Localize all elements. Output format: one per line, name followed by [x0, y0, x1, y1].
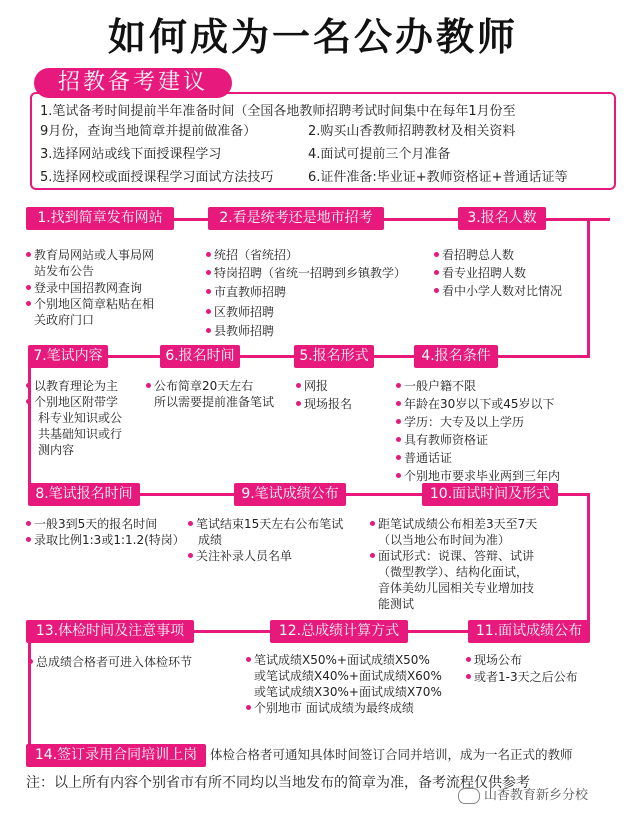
- brand-logo: [458, 782, 616, 810]
- advice-item: 2.购买山香教师招聘教材及相关资料: [308, 124, 516, 139]
- step-2-item: 区教师招聘: [206, 304, 274, 320]
- advice-item: 6.证件准备:毕业证+教师资格证+普通话证等: [308, 170, 568, 185]
- step-11-item: 现场公布: [466, 652, 522, 668]
- flow-line: [587, 218, 590, 356]
- wechat-icon: [458, 788, 480, 804]
- page-title: 如何成为一名公办教师: [107, 15, 518, 59]
- logo-text: 山香教育新乡分校: [484, 788, 589, 803]
- footer-note: 注：以上所有内容个别省市有所不同均以当地发布的简章为准，备考流程仅供参考: [26, 775, 530, 791]
- step-1-item: 登录中国招教网查询: [26, 280, 142, 296]
- step-14: 14.签订录用合同培训上岗: [26, 744, 206, 767]
- step-10-item: （以当地公布时间为准）: [378, 533, 511, 547]
- step-4-item: 普通话证: [396, 450, 452, 466]
- step-10-item: 距笔试成绩公布相差3天至7天: [370, 516, 537, 532]
- step-10-item: 面试形式：说课、答辩、试讲: [370, 548, 534, 564]
- advice-item: 5.选择网校或面授课程学习面试方法技巧: [40, 170, 274, 185]
- step-8-item: 一般3到5天的报名时间: [26, 516, 157, 532]
- step-4-item: 一般户籍不限: [396, 378, 476, 394]
- step-7: 7.笔试内容: [28, 345, 108, 368]
- step-4-item: 年龄在30岁以下或45岁以下: [396, 396, 555, 412]
- step-7-item: 共基础知识或行: [38, 427, 123, 441]
- step-3-item: 看专业招聘人数: [434, 265, 526, 281]
- step-12: 12.总成绩计算方式: [270, 620, 408, 643]
- step-1-item: 教育局网站或人事局网: [26, 247, 154, 263]
- step-2-item: 统招（省统招）: [206, 247, 298, 263]
- flow-line: [28, 630, 31, 754]
- step-7-item: 测内容: [38, 443, 75, 457]
- advice-item: 9月份，查询当地简章并提前做准备）: [40, 124, 257, 139]
- step-3-item: 看中小学人数对比情况: [434, 283, 562, 299]
- step-10-item: （微型教学）、结构化面试，: [378, 565, 529, 579]
- step-6: 6.报名时间: [160, 345, 240, 368]
- step-10-item: 音体美幼儿园相关专业增加技: [378, 581, 535, 595]
- step-11: 11.面试成绩公布: [468, 620, 590, 643]
- step-9-item: 笔试结束15天左右公布笔试: [188, 516, 343, 532]
- step-4-item: 学历：大专及以上学历: [396, 414, 524, 430]
- flow-line: [587, 493, 590, 631]
- step-4: 4.报名条件: [414, 345, 498, 368]
- advice-item: 1.笔试备考时间提前半年准备时间（全国各地教师招聘考试时间集中在每年1月份至: [40, 104, 516, 119]
- step-2-item: 县教师招聘: [206, 323, 274, 339]
- step-5-item: 现场报名: [296, 396, 352, 412]
- step-3-item: 看招聘总人数: [434, 247, 514, 263]
- step-4-item: 个别地市要求毕业两到三年内: [396, 468, 560, 484]
- step-10-item: 能测试: [378, 597, 415, 611]
- advice-item: 4.面试可提前三个月准备: [308, 147, 451, 162]
- step-9-item: 成绩: [198, 533, 223, 547]
- step-4-item: 具有教师资格证: [396, 432, 488, 448]
- step-12-item: 或笔试成绩X30%+面试成绩X70%: [254, 685, 442, 699]
- advice-item: 3.选择网站或线下面授课程学习: [40, 147, 222, 162]
- step-3: 3.报名人数: [458, 207, 546, 230]
- step-6-item: 所以需要提前准备笔试: [154, 395, 275, 409]
- step-13: 13.体检时间及注意事项: [26, 620, 194, 643]
- step-5-item: 网报: [296, 378, 328, 394]
- step-6-item: 公布简章20天左右: [146, 378, 253, 394]
- step-12-item: 或笔试成绩X40%+面试成绩X60%: [254, 669, 442, 683]
- step-8: 8.笔试报名时间: [28, 483, 140, 506]
- step-13-item: 总成绩合格者可进入体检环节: [28, 654, 192, 670]
- step-9-item: 关注补录人员名单: [188, 548, 292, 564]
- step-1-item: 个别地区简章粘贴在相: [26, 296, 154, 312]
- step-7-item: 科专业知识或公: [38, 411, 123, 425]
- step-12-item: 个别地市 面试成绩为最终成绩: [246, 700, 414, 716]
- step-11-item: 或者1-3天之后公布: [466, 669, 578, 685]
- step-1-item: 站发布公告: [34, 264, 95, 278]
- advice-heading: 招教备考建议: [34, 68, 232, 98]
- step-2: 2.看是统考还是地市招考: [208, 207, 384, 230]
- step-2-item: 市直教师招聘: [206, 284, 286, 300]
- step-8-item: 录取比例1:3或1:1.2(特岗）: [26, 532, 185, 548]
- step-14-text: 体检合格者可通知具体时间签订合同并培训，成为一名正式的教师: [210, 747, 573, 762]
- step-7-item: 个别地区附带学: [26, 394, 118, 410]
- step-5: 5.报名形式: [294, 345, 374, 368]
- step-7-item: 以教育理论为主: [26, 378, 118, 394]
- step-9: 9.笔试成绩公布: [234, 483, 346, 506]
- step-12-item: 笔试成绩X50%+面试成绩X50%: [246, 652, 430, 668]
- step-1: 1.找到简章发布网站: [26, 207, 174, 230]
- step-10: 10.面试时间及形式: [422, 483, 558, 506]
- step-1-item: 关政府门口: [34, 313, 95, 327]
- step-2-item: 特岗招聘（省统一招聘到乡镇教学）: [206, 265, 406, 281]
- flow-line: [28, 355, 31, 495]
